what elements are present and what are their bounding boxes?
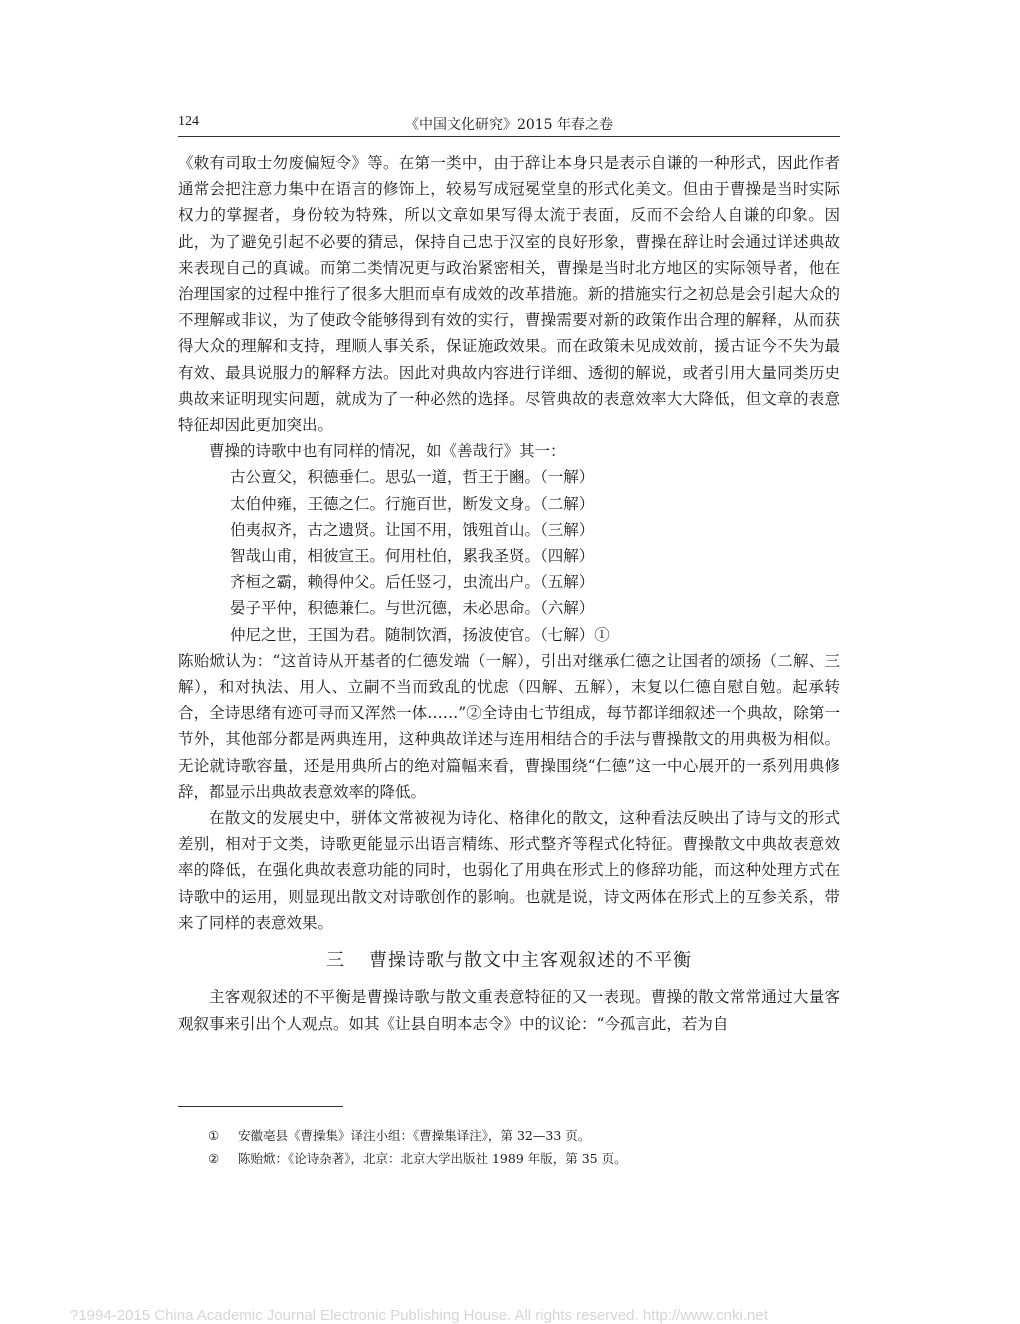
paragraph: 《敕有司取士勿废偏短令》等。在第一类中，由于辞让本身只是表示自谦的一种形式，因此作者通常会把注意力集中在语言的修饰上，较易写成冠冕堂皇的形式化美文。但由于曹操是当时实际权力的掌握者，身份较为特殊，所以文章如果写得太流于表面，反而不会给人自谦的印象。因此，为了避免引起不必要的猜忌，保持自己忠于汉室的良好形象，曹操在辞让时会通过详述典故来表现自己的真诚。而第二类情况更与政治紧密相关，曹操是当时北方地区的实际领导者，他在治理国家的过程中推行了很多大胆而卓有成效的改革措施。新的措施实行之初总是会引起大众的不理解或非议，为了使政令能够得到有效的实行，曹操需要对新的政策作出合理的解释，从而获得大众的理解和支持，理顺人事关系，保证施政效果。而在政策未见成效前，援古证今不失为最有效、最具说服力的解释方法。因此对典故内容进行详细、透彻的解说，或者引用大量同类历史典故来证明现实问题，就成为了一种必然的选择。尽管典故的表意效率大大降低，但文章的表意特征却因此更加突出。: [178, 154, 840, 435]
footnotes: [208, 1124, 828, 1170]
copyright-watermark: ?1994-2015 China Academic Journal Electronic Publishing House. All rights reserved. http://www.cnki.net: [70, 1307, 768, 1324]
footnote: [208, 1147, 828, 1170]
poem-line: 古公亶父，积德垂仁。思弘一道，哲王于豳。（一解）: [230, 468, 595, 487]
poem-line: 仲尼之世，王国为君。随制饮酒，扬波使官。（七解）①: [230, 625, 610, 644]
paragraph: 曹操的诗歌中也有同样的情况，如《善哉行》其一：: [209, 442, 566, 461]
footnote: [208, 1124, 828, 1147]
section-number: 三: [326, 950, 345, 972]
article-body: [178, 150, 840, 1037]
running-header: [178, 112, 840, 137]
poem-line: 晏子平仲，积德兼仁。与世沉德，未必思命。（六解）: [230, 599, 595, 618]
poem-block: [178, 464, 840, 647]
footnote-text: 陈贻焮：《论诗杂著》，北京：北京大学出版社 1989 年版，第 35 页。: [238, 1151, 627, 1166]
poem-line: 太伯仲雍，王德之仁。行施百世，断发文身。（二解）: [230, 494, 595, 513]
poem-line: 伯夷叔齐，古之遗贤。让国不用，饿殂首山。（三解）: [230, 520, 595, 539]
section-title: 曹操诗歌与散文中主客观叙述的不平衡: [369, 950, 692, 972]
footnote-mark: ②: [208, 1151, 220, 1166]
paragraph: 主客观叙述的不平衡是曹操诗歌与散文重表意特征的又一表现。曹操的散文常常通过大量客观叙事来引出个人观点。如其《让县自明本志令》中的议论：“今孤言此，若为自: [178, 988, 840, 1033]
page-number: 124: [178, 114, 199, 129]
paragraph: 在散文的发展史中，骈体文常被视为诗化、格律化的散文，这种看法反映出了诗与文的形式差别，相对于文类，诗歌更能显示出语言精练、形式整齐等程式化特征。曹操散文中典故表意效率的降低，在强化典故表意功能的同时，也弱化了用典在形式上的修辞功能，而这种处理方式在诗歌中的运用，则显现出散文对诗歌创作的影响。也就是说，诗文两体在形式上的互参关系，带来了同样的表意效果。: [178, 809, 840, 932]
poem-line: 齐桓之霸，赖得仲父。后任竖刁，虫流出户。（五解）: [230, 573, 595, 592]
journal-title: 《中国文化研究》2015 年春之卷: [404, 117, 614, 133]
footnote-divider: [178, 1106, 343, 1107]
paragraph: 陈贻焮认为：“这首诗从开基者的仁德发端（一解），引出对继承仁德之让国者的颂扬（二解、三解），和对执法、用人、立嗣不当而致乱的忧虑（四解、五解），末复以仁德自慰自勉。起承转合，全诗思绪有迹可寻而又浑然一体……”②全诗由七节组成，每节都详细叙述一个典故，除第一节外，其他部分都是两典连用，这种典故详述与连用相结合的手法与曹操散文的用典极为相似。无论就诗歌容量，还是用典所占的绝对篇幅来看，曹操围绕“仁德”这一中心展开的一系列用典修辞，都显示出典故表意效率的降低。: [178, 651, 840, 801]
footnote-text: 安徽亳县《曹操集》译注小组：《曹操集译注》，第 32—33 页。: [238, 1128, 591, 1143]
poem-line: 智哉山甫，相彼宣王。何用杜伯，累我圣贤。（四解）: [230, 547, 595, 566]
footnote-mark: ①: [208, 1128, 220, 1143]
section-heading: [178, 948, 840, 974]
